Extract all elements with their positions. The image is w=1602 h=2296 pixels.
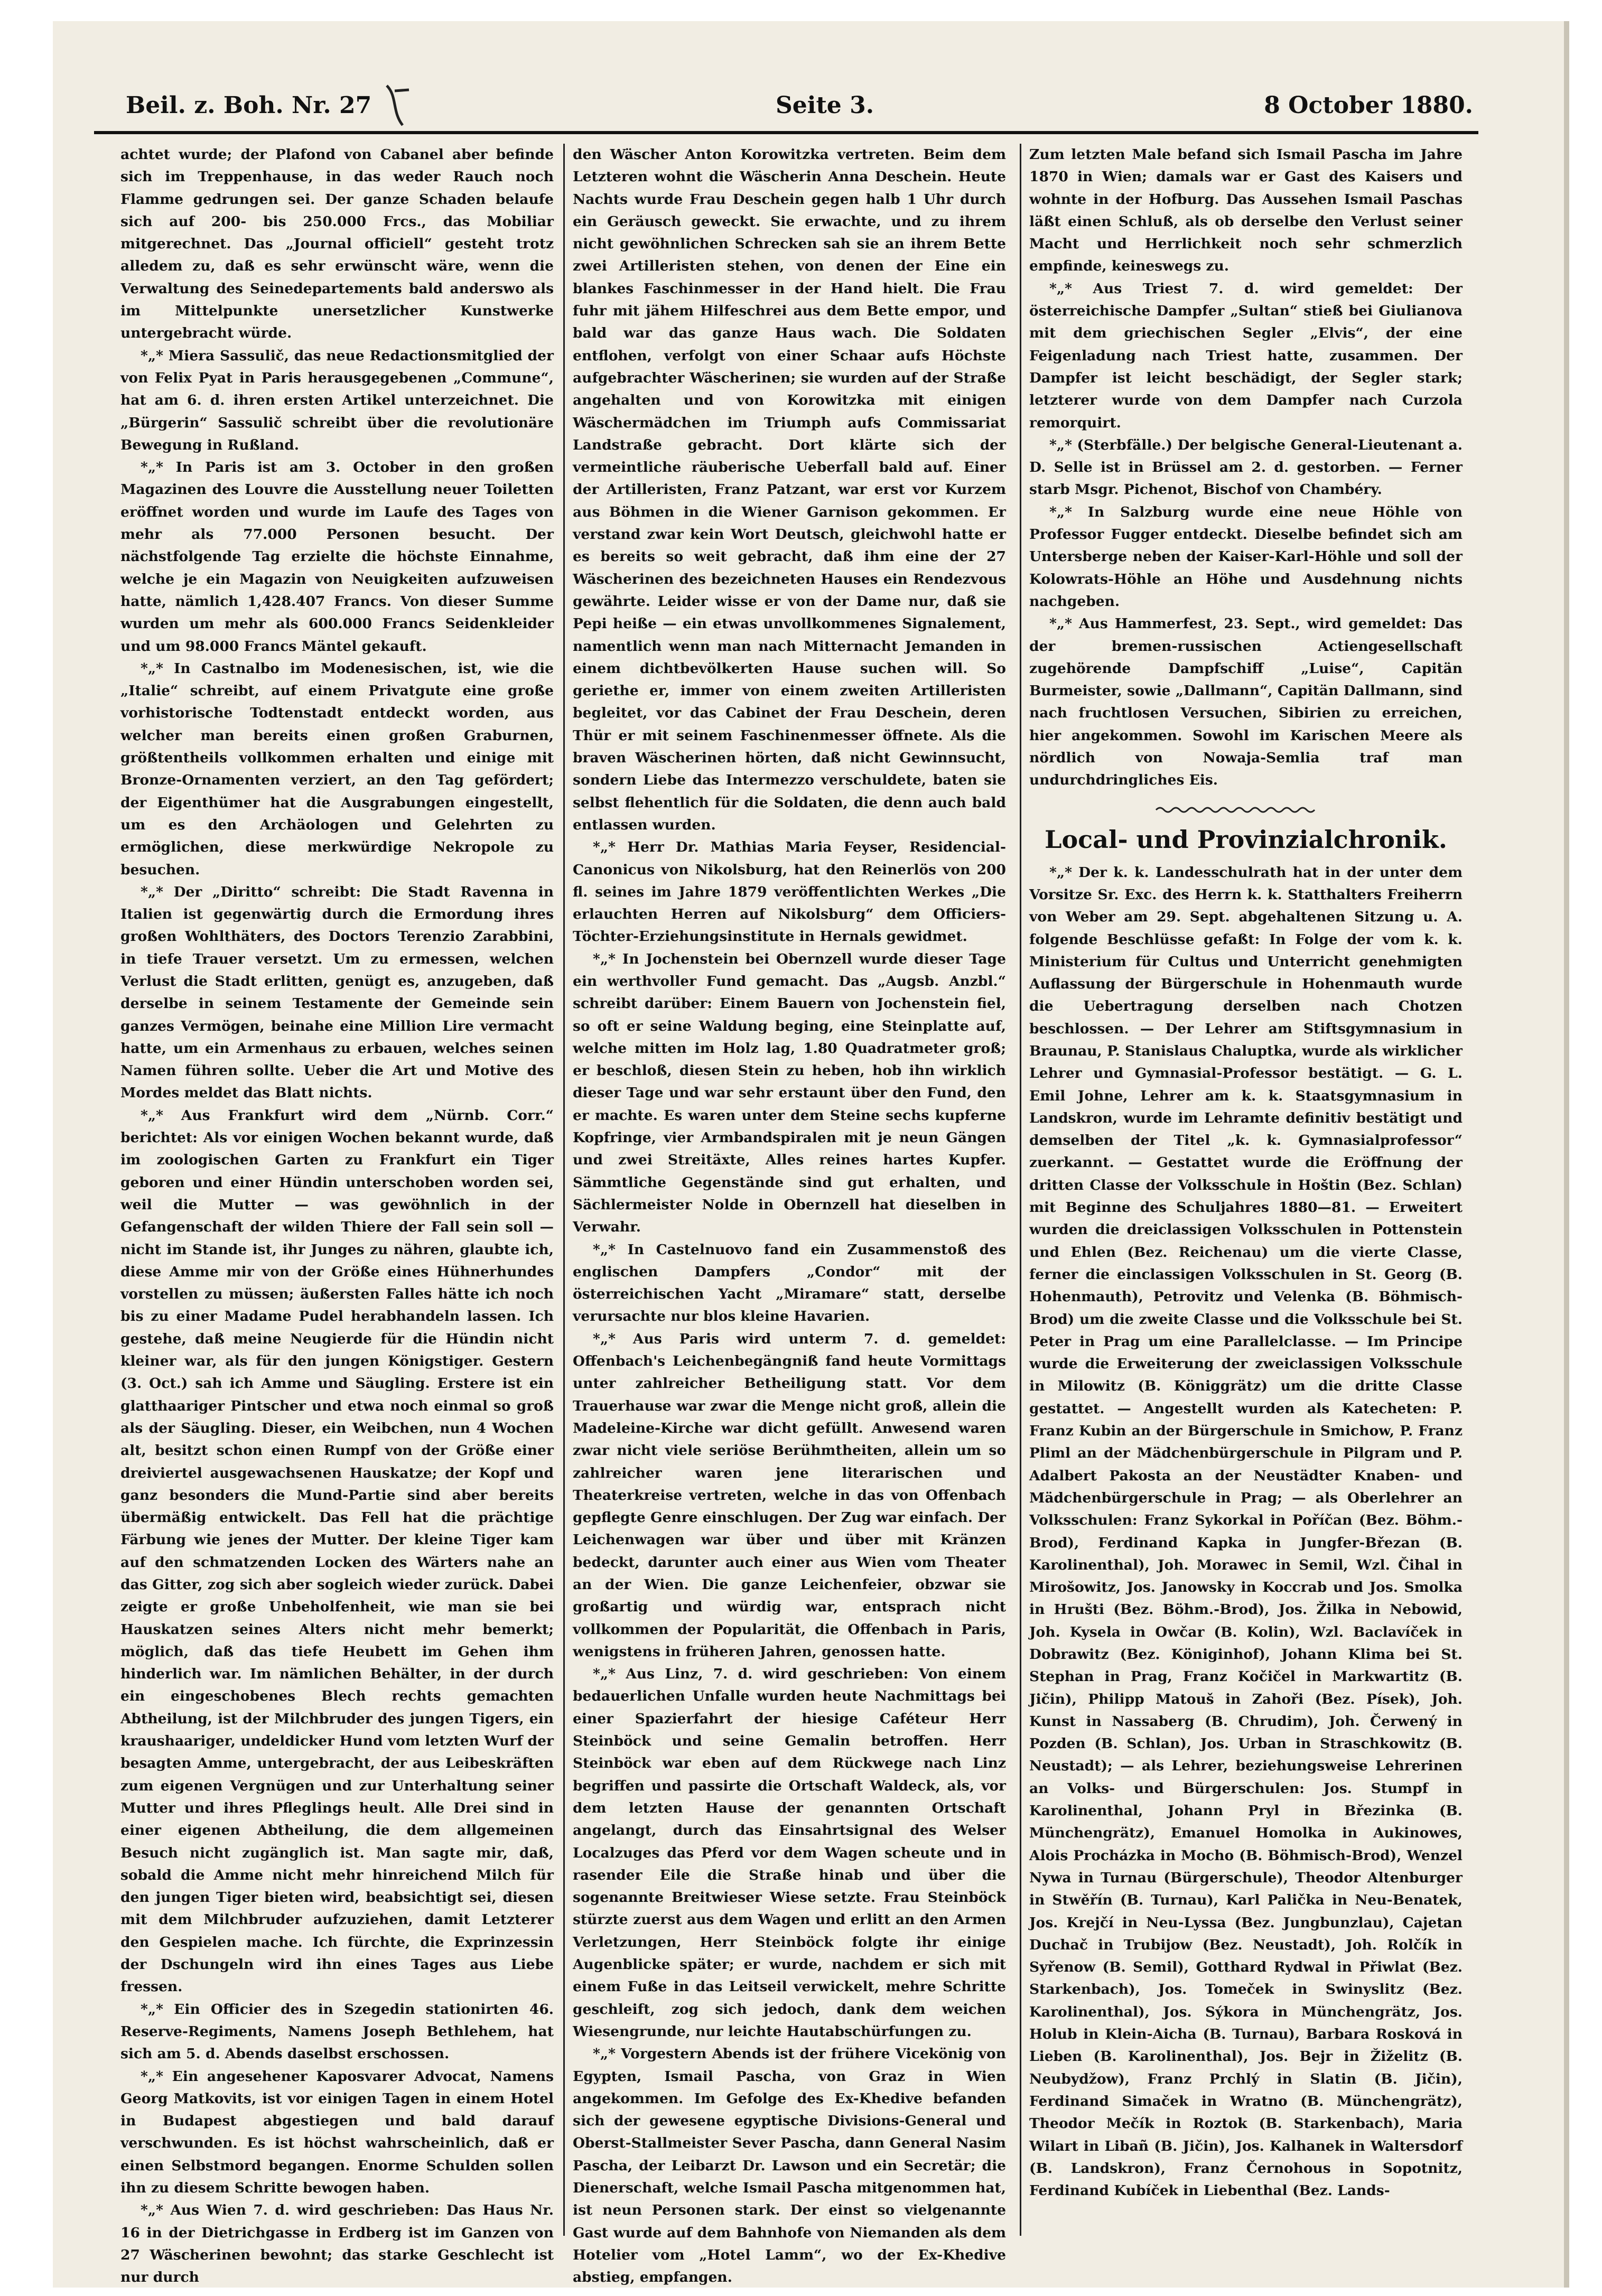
page-number: Seite 3.: [776, 92, 874, 119]
newspaper-page: [53, 21, 1569, 2288]
article-paragraph: *„* In Castnalbo im Modenesischen, ist, wie die „Italie“ schreibt, auf einem Privatgute eine große vorhistorische Todtenstadt entdeckt worden, aus welcher man bereits einen großen Graburnen, größtentheils vollkommen erhalten und einige mit Bronze-Ornamenten verziert, an den Tag gefördert; der Eigenthümer hat die Ausgrabungen eingestellt, um es den Archäologen und Gelehrten zu ermöglichen, diese merkwürdige Nekropole zu besuchen.: [120, 660, 554, 878]
article-paragraph: den Wäscher Anton Korowitzka vertreten. Beim dem Letzteren wohnt die Wäscherin Anna Deschein. Heute Nachts wurde Frau Deschein gegen halb 1 Uhr durch ein Geräusch geweckt. Sie erwachte, und zu ihrem nicht gewöhnlichen Schrecken sah sie an ihrem Bette zwei Artilleristen stehen, von denen der Eine ein blankes Faschinmesser in der Hand hielt. Die Frau fuhr mit jähem Hilfeschrei aus dem Bette empor, und bald war das ganze Haus wach. Die Soldaten entflohen, verfolgt von einer Schaar aufs Höchste aufgebrachter Wäscherinen; sie wurden auf der Straße angehalten und von Korowitzka mit einigen Wäschermädchen im Triumph aufs Commissariat Landstraße gebracht. Dort klärte sich der vermeintliche räuberische Ueberfall bald auf. Einer der Artilleristen, Franz Patzant, war erst vor Kurzem aus Böhmen in die Wiener Garnison gekommen. Er verstand zwar kein Wort Deutsch, gleichwohl hatte er es bereits so weit gebracht, daß ihm eine der 27 Wäscherinen des bezeichneten Hauses ein Rendezvous gewährte. Leider wisse er von der Dame nur, daß sie Pepi heiße — ein etwas unvollkommenes Signalement, namentlich wenn man nach Mitternacht Jemanden in einem dichtbevölkerten Hause suchen will. So geriethe er, immer von einem zweiten Artilleristen begleitet, vor das Cabinet der Frau Deschein, deren Thür er mit seinem Faschinenmesser öffnete. Als die braven Wäscherinen hörten, daß nicht Gewinnsucht, sondern Liebe das Intermezzo verschuldete, baten sie selbst flehentlich für die Soldaten, die denn auch bald entlassen wurden.: [573, 146, 1006, 833]
article-paragraph: *„* Miera Sassulič, das neue Redactionsmitglied der von Felix Pyat in Paris herausgegebenen „Commune“, hat am 6. d. ihren ersten Artikel unterzeichnet. Die „Bürgerin“ Sassulič schreibt über die revolutionäre Bewegung in Rußland.: [120, 347, 554, 453]
article-paragraph: *„* In Jochenstein bei Obernzell wurde dieser Tage ein werthvoller Fund gemacht. Das „Augsb. Anzbl.“ schreibt darüber: Einem Bauern von Jochenstein fiel, so oft er seine Waldung beging, eine Steinplatte auf, welche mitten im Holz lag, 1.80 Quadratmeter groß; er beschloß, diesen Stein zu heben, hob ihn wirklich dieser Tage und war sehr erstaunt über den Fund, den er machte. Es waren unter dem Steine sechs kupferne Kopfringe, vier Armbandspiralen mit je neun Gängen und zwei Streitäxte, Alles reines hartes Kupfer. Sämmtliche Gegenstände sind gut erhalten, und Sächlermeister Nolde in Obernzell hat dieselben in Verwahr.: [573, 950, 1006, 1236]
column-divider: [1020, 144, 1021, 2236]
article-paragraph: *„* In Castelnuovo fand ein Zusammenstoß des englischen Dampfers „Condor“ mit der österreichischen Yacht „Miramare“ statt, derselbe verursachte nur blos kleine Havarien.: [573, 1241, 1006, 1325]
article-paragraph: *„* Der „Diritto“ schreibt: Die Stadt Ravenna in Italien ist gegenwärtig durch die Ermordung ihres großen Wohlthäters, des Doctors Terenzio Zarabbini, in tiefe Trauer versetzt. Um zu ermessen, welchen Verlust die Stadt erlitten, genügt es, anzugeben, daß derselbe in seinem Testamente der Gemeinde sein ganzes Vermögen, beinahe eine Million Lire vermacht hatte, um ein Armenhaus zu erbauen, welches seinen Namen führen sollte. Ueber die Art und Motive des Mordes meldet das Blatt nichts.: [120, 883, 554, 1102]
issue-label: Beil. z. Boh. Nr. 27: [126, 92, 372, 119]
section-heading: Local- und Provinzialchronik.: [1045, 825, 1447, 854]
columns: [94, 144, 1478, 2286]
page-header: [94, 85, 1478, 130]
article-paragraph: *„* In Salzburg wurde eine neue Höhle von Professor Fugger entdeckt. Dieselbe befindet sich am Untersberge neben der Kaiser-Karl-Höhle und soll der Kolowrats-Höhle an Höhe und Ausdehnung nichts nachgeben.: [1029, 503, 1463, 610]
article-paragraph: *„* Aus Triest 7. d. wird gemeldet: Der österreichische Dampfer „Sultan“ stieß bei Giulianova mit dem griechischen Segler „Elvis“, der eine Feigenladung nach Triest hatte, zusammen. Der Dampfer ist leicht beschädigt, der Segler stark; letzterer wurde von dem Dampfer nach Curzola remorquirt.: [1029, 280, 1463, 431]
article-paragraph: *„* Aus Linz, 7. d. wird geschrieben: Von einem bedauerlichen Unfalle wurden heute Nachmittags bei einer Spazierfahrt der hiesige Caféteur Herr Steinböck und seine Gemalin betroffen. Herr Steinböck war eben auf dem Rückwege nach Linz begriffen und passirte die Ortschaft Waldeck, als, vor dem letzten Hause der genannten Ortschaft angelangt, durch das Einsahrtsignal des Welser Localzuges das Pferd vor dem Wagen scheute und in rasender Eile die Straße hinab und über die sogenannte Breitwieser Wiese setzte. Frau Steinböck stürzte zuerst aus dem Wagen und erlitt an den Armen Verletzungen, Herr Steinböck folgte ihr einige Augenblicke später; er wurde, nachdem er sich mit einem Fuße in das Leitseil verwickelt, mehre Schritte geschleift, zog sich jedoch, dank dem weichen Wiesengrunde, nur leichte Hautabschürfungen zu.: [573, 1666, 1006, 2040]
article-paragraph: *„* Der k. k. Landesschulrath hat in der unter dem Vorsitze Sr. Exc. des Herrn k. k. Statthalters Freiherrn von Weber am 29. Sept. abgehaltenen Sitzung u. A. folgende Beschlüsse gefaßt: In Folge der vom k. k. Ministerium für Cultus und Unterricht genehmigten Auflassung der Bürgerschule in Hohenmauth wurde die Uebertragung derselben nach Chotzen beschlossen. — Der Lehrer am Stiftsgymnasium in Braunau, P. Stanislaus Chaluptka, wurde als wirklicher Lehrer und Gymnasial-Professor bestätigt. — G. L. Emil Johne, Lehrer am k. k. Staatsgymnasium in Landskron, wurde im Lehramte definitiv bestätigt und demselben der Titel „k. k. Gymnasialprofessor“ zuerkannt. — Gestattet wurde die Eröffnung der dritten Classe der Volksschule in Hoštin (Bez. Schlan) mit Beginne des Schuljahres 1880—81. — Erweitert wurden die dreiclassigen Volksschulen in Pottenstein und Ehlen (Bez. Reichenau) um die vierte Classe, ferner die einclassigen Volksschulen in St. Georg (B. Hohenmauth), Petrovitz und Velenka (B. Böhmisch-Brod) um die zweite Classe und die Volksschule bei St. Peter in Prag um eine Parallelclasse. — Im Principe wurde die Erweiterung der zweiclassigen Volksschule in Milowitz (B. Königgrätz) um die dritte Classe gestattet. — Angestellt wurden als Katecheten: P. Franz Kubin an der Bürgerschule in Smichow, P. Franz Pliml an der Mädchenbürgerschule in Pilgram und P. Adalbert Pakosta an der Neustädter Knaben- und Mädchenbürgerschule in Prag; — als Oberlehrer an Volksschulen: Franz Sykorkal in Poříčan (Bez. Böhm.-Brod), Ferdinand Kapka in Jungfer-Březan (B. Karolinenthal), Joh. Morawec in Semil, Wzl. Čihal in Mirošowitz, Jos. Janowsky in Koccrab und Jos. Smolka in Hrušti (Bez. Böhm.-Brod), Jos. Žilka in Nebowid, Joh. Kysela in Owčar (B. Kolin), Wzl. Baclavíček in Dobrawitz (Bez. Königinhof), Johann Klima bei St. Stephan in Prag, Franz Kočičel in Markwartitz (B. Jičin), Philipp Matouš in Zahoři (Bez. Písek), Joh. Kunst in Nassaberg (B. Chrudim), Joh. Čerwený in Pozden (B. Schlan), Jos. Urban in Straschkowitz (B. Neustadt); — als Lehrer, beziehungsweise Lehrerinen an Volks- und Bürgerschulen: Jos. Stumpf in Karolinenthal, Johann Pryl in Březinka (B. Münchengrätz), Emanuel Homolka in Aukinowes, Alois Procházka in Mocho (B. Böhmisch-Brod), Wenzel Nywa in Turnau (Bürgerschule), Theodor Altenburger in Stwěřín (B. Turnau), Karl Palička in Neu-Benatek, Jos. Krejčí in Neu-Lyssa (Bez. Jungbunzlau), Cajetan Duchač in Trubijow (Bez. Neustadt), Joh. Rolčík in Syřenow (B. Semil), Gotthard Rydwal in Přiwlat (Bez. Starkenbach), Jos. Tomeček in Swinyslitz (Bez. Karolinenthal), Jos. Sýkora in Münchengrätz, Jos. Holub in Klein-Aicha (B. Turnau), Barbara Rosková in Lieben (B. Karolinenthal), Jos. Bejr in Žiželitz (B. Neubydžow), Franz Prchlý in Slatin (B. Jičin), Ferdinand Simaček in Wratno (B. Münchengrätz), Theodor Mečík in Roztok (B. Starkenbach), Maria Wilart in Libañ (B. Jičin), Jos. Kalhanek in Waltersdorf (B. Landskron), Franz Černohous in Sopotnitz, Ferdinand Kubíček in Liebenthal (Bez. Lands-: [1029, 864, 1463, 2199]
column-3-articles: [1029, 144, 1463, 792]
article-paragraph: *„* Aus Frankfurt wird dem „Nürnb. Corr.“ berichtet: Als vor einigen Wochen bekannt wurde, daß im zoologischen Garten zu Frankfurt ein Tiger geboren und einer Hündin unterschoben worden sei, weil die Mutter — was gewöhnlich in der Gefangenschaft der wilden Thiere der Fall sein soll — nicht im Stande ist, ihr Junges zu nähren, glaubte ich, diese Amme mir von der Größe eines Hühnerhundes vorstellen zu müssen; äußersten Falles hätte ich noch bis zu einer Madame Pudel herabhandeln lassen. Ich gestehe, daß meine Neugierde für die Hündin nicht kleiner war, als für den jungen Königstiger. Gestern (3. Oct.) sah ich Amme und Säugling. Erstere ist ein glatthaariger Pintscher und etwa noch einmal so groß als der Säugling. Dieser, ein Weibchen, nun 4 Wochen alt, besitzt schon einen Rumpf von der Größe einer dreiviertel ausgewachsenen Hauskatze; der Kopf und ganz besonders die Mund-Partie sind aber bereits übermäßig entwickelt. Das Fell hat die prächtige Färbung wie jenes der Mutter. Der kleine Tiger kam auf den schmatzenden Locken des Wärters nahe an das Gitter, zog sich aber sogleich wieder zurück. Dabei zeigte er große Unbeholfenheit, wie man sie bei Hauskatzen seines Alters nicht mehr bemerkt; möglich, daß das tiefe Heubett im Gehen ihm hinderlich war. Im nämlichen Behälter, in der durch ein eingeschobenes Blech rechts gemachten Abtheilung, ist der Milchbruder des jungen Tigers, ein kraushaariger, undeldicker Hund vom letzten Wurf der besagten Amme, untergebracht, der aus Leibeskräften zum eigenen Vergnügen und zur Unterhaltung seiner Mutter und ihres Pfleglings heult. Alle Drei sind in einer eigenen Abtheilung, die dem allgemeinen Besuch nicht zugänglich ist. Man sagte mir, daß, sobald die Amme nicht mehr hinreichend Milch für den jungen Tiger bieten wird, beabsichtigt sei, diesen mit dem Milchbruder aufzuziehen, damit Letzterer den Gespielen mache. Ich fürchte, die Exprinzessin der Dschungeln wird ihn eines Tages aus Liebe fressen.: [120, 1107, 554, 1995]
article-paragraph: *„* Aus Wien 7. d. wird geschrieben: Das Haus Nr. 16 in der Dietrichgasse in Erdberg ist im Ganzen von 27 Wäscherinen bewohnt; das starke Geschlecht ist nur durch: [120, 2202, 554, 2286]
article-paragraph: Zum letzten Male befand sich Ismail Pascha im Jahre 1870 in Wien; damals war er Gast des Kaisers und wohnte in der Hofburg. Das Aussehen Ismail Paschas läßt einen Schluß, als ob derselbe den Verlust seiner Macht und Herrlichkeit noch sehr schmerzlich empfinde, keineswegs zu.: [1029, 146, 1463, 275]
wavy-divider: [1156, 806, 1315, 814]
column-3-section-articles: [1029, 862, 1463, 2202]
article-paragraph: *„* Ein Officier des in Szegedin stationirten 46. Reserve-Regiments, Namens Joseph Bethlehem, hat sich am 5. d. Abends daselbst erschossen.: [120, 2001, 554, 2062]
article-paragraph: *„* Vorgestern Abends ist der frühere Vicekönig von Egypten, Ismail Pascha, von Graz in Wien angekommen. Im Gefolge des Ex-Khedive befanden sich der gewesene egyptische Divisions-General und Oberst-Stallmeister Sever Pascha, dann General Nasim Pascha, der Leibarzt Dr. Lawson und ein Secretär; die Dienerschaft, welche Ismail Pascha mitgenommen hat, ist neun Personen stark. Der einst so vielgenannte Gast wurde auf dem Bahnhofe von Niemanden als dem Hotelier vom „Hotel Lamm“, wo der Ex-Khedive abstieg, empfangen.: [573, 2046, 1006, 2286]
column-2: [573, 144, 1006, 2286]
article-paragraph: *„* In Paris ist am 3. October in den großen Magazinen des Louvre die Ausstellung neuer Toiletten eröffnet worden und wurde im Laufe des Tages von mehr als 77.000 Personen besucht. Der nächstfolgende Tag erzielte die höchste Einnahme, welche je ein Magazin von Neuigkeiten aufzuweisen hatte, nämlich 1,428.407 Francs. Von dieser Summe wurden um mehr als 600.000 Francs Seidenkleider und um 98.000 Francs Mäntel gekauft.: [120, 459, 554, 655]
issue-date: 8 October 1880.: [1264, 92, 1473, 119]
column-1: [120, 144, 554, 2286]
article-paragraph: *„* Aus Paris wird unterm 7. d. gemeldet: Offenbach's Leichenbegängniß fand heute Vormittags unter zahlreicher Betheiligung statt. Vor dem Trauerhause war zwar die Menge nicht groß, allein die Madeleine-Kirche war dicht gefüllt. Anwesend waren zwar nicht viele seriöse Berühmtheiten, allein um so zahlreicher waren jene literarischen und Theaterkreise vertreten, welche in das von Offenbach gepflegte Genre einschlugen. Der Zug war einfach. Der Leichenwagen war über und über mit Kränzen bedeckt, darunter auch einer aus Wien vom Theater an der Wien. Die ganze Leichenfeier, obzwar sie großartig und würdig war, entsprach nicht vollkommen der Popularität, die Offenbach in Paris, wenigstens in früheren Jahren, genossen hatte.: [573, 1330, 1006, 1660]
header-rule: [94, 131, 1478, 134]
article-paragraph: achtet wurde; der Plafond von Cabanel aber befinde sich im Treppenhause, in das weder Rauch noch Flamme gedrungen sei. Der ganze Schaden belaufe sich auf 200- bis 250.000 Frcs., das Mobiliar mitgerechnet. Das „Journal officiell“ gesteht trotz alledem zu, daß es sehr erwünscht wäre, wenn die Verwaltung des Seinedepartements bald anderswo als im Mittelpunkte unersetzlicher Kunstwerke untergebracht würde.: [120, 146, 554, 342]
column-3: [1029, 144, 1463, 2257]
page-content: [94, 85, 1478, 2286]
article-paragraph: *„* (Sterbfälle.) Der belgische General-Lieutenant a. D. Selle ist in Brüssel am 2. d. gestorben. — Ferner starb Msgr. Pichenot, Bischof von Chambéry.: [1029, 436, 1463, 498]
article-paragraph: *„* Ein angesehener Kaposvarer Advocat, Namens Georg Matkovits, ist vor einigen Tagen in einem Hotel in Budapest abgestiegen und bald darauf verschwunden. Es ist höchst wahrscheinlich, daß er einen Selbstmord begangen. Enorme Schulden sollen ihn zu diesem Schritte bewogen haben.: [120, 2068, 554, 2197]
article-paragraph: *„* Aus Hammerfest, 23. Sept., wird gemeldet: Das der bremen-russischen Actiengesellschaft zugehörende Dampfschiff „Luise“, Capitän Burmeister, sowie „Dallmann“, Capitän Dallmann, sind nach fruchtlosen Versuchen, Sibirien zu erreichen, hier angekommen. Sowohl im Karischen Meere als nördlich von Nowaja-Semlia traf man undurchdringliches Eis.: [1029, 615, 1463, 789]
article-paragraph: *„* Herr Dr. Mathias Maria Feyser, Residencial-Canonicus von Nikolsburg, hat den Reinerlös von 200 fl. seines im Jahre 1879 veröffentlichten Werkes „Die erlauchten Herren auf Nikolsburg“ dem Officiers-Töchter-Erziehungsinstitute in Hernals gewidmet.: [573, 839, 1006, 945]
column-divider: [563, 144, 565, 2236]
